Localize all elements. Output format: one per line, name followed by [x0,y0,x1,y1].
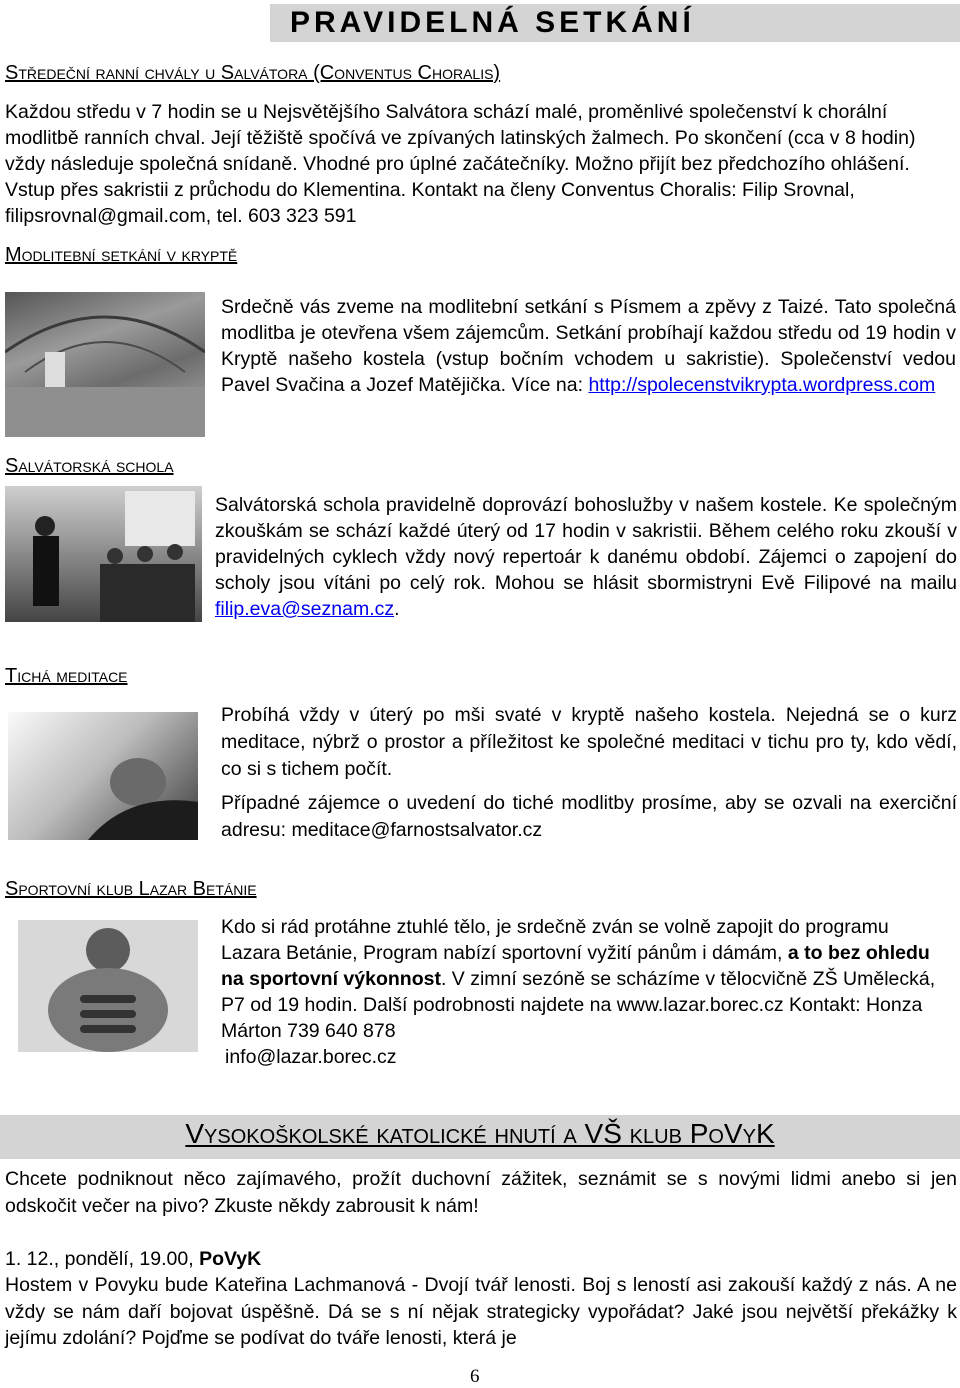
povyk-event-heading [5,1247,957,1272]
povyk-intro: Chcete podniknout něco zajímavého, prožít duchovní zážitek, seznámit se s novými lidmi anebo si jen odskočit večer na pivo? Zkuste někdy zabrousit k nám! [5,1168,957,1217]
section-text-lazar [221,914,941,1070]
krypta-text: Srdečně vás zveme na modlitební setkání s Písmem a zpěvy z Taizé. Tato společná modlitba je otevřena všem zájemcům. Setkání probíhají každou středu od 19 hodin v Kryptě našeho kostela (vstup bočním vchodem u sakristie). Společenství vedou Pavel Svačina a Jozef Matějička. Více na: [221,296,956,396]
meditation-photo [8,712,198,840]
lazar-text-b: . V zimní sezóně se scházíme v tělocvičně ZŠ Umělecká, P7 od 19 hodin. Další podrobnosti najdete na www.lazar.borec.cz Kontakt: Honza Márton 739 640 878 [221,968,936,1042]
krypta-link[interactable]: http://spolecenstvikrypta.wordpress.com [588,374,936,396]
page-title [270,4,960,42]
povyk-event-name: PoVyK [199,1248,262,1270]
lazar-email: info@lazar.borec.cz [225,1046,397,1068]
section-heading-meditace: Tichá meditace [5,665,128,687]
povyk-event-date: 1. 12., pondělí, 19.00, [5,1248,200,1270]
schola-link[interactable]: filip.eva@seznam.cz [215,598,395,620]
povyk-title: Vysokoškolské katolické hnutí a VŠ klub PoVyK [185,1118,775,1149]
povyk-event-text: Hostem v Povyku bude Kateřina Lachmanová - Dvojí tvář lenosti. Boj s leností asi zakouší každý z nás. A ne vždy se nám daří bojovat úspěšně. Dá se s ní nějak strategicky vypořádat? Jaké jsou největší překážky k jejímu zdolání? Pojďme se podívat do tváře lenosti, která je [5,1274,957,1349]
section-text-schola [215,492,957,622]
lazar-photo [18,920,198,1052]
page-number: 6 [470,1366,480,1387]
section-text-krypta [221,294,956,398]
section-heading-salvator: Středeční ranní chvály u Salvátora (Conventus Choralis) [5,62,501,84]
schola-photo [5,486,202,622]
section-heading-krypta: Modlitební setkání v kryptě [5,244,238,266]
crypt-photo [5,292,205,437]
section-heading-schola: Salvátorská schola [5,455,174,477]
page-title-text: PRAVIDELNÁ SETKÁNÍ [290,6,695,39]
schola-text: Salvátorská schola pravidelně doprovází bohoslužby v našem kostele. Ke společným zkouškám se schází každé úterý od 17 hodin v sakristii. Během celého roku zkouší v pravidelných cyklech vždy nový repertoár k danému období. Zájemci o zapojení do scholy jsou vítáni po celý rok. Mohou se hlásit sbormistryni Evě Filipové na mailu [215,494,957,594]
section-text-meditace-1: Probíhá vždy v úterý po mši svaté v kryptě našeho kostela. Nejedná se o kurz meditace, nýbrž o prostor a příležitost ke společné meditaci v tichu pro ty, kdo vědí, co si s tichem počít. [221,704,957,780]
schola-text-end: . [394,598,400,620]
section-text-salvator: Každou středu v 7 hodin se u Nejsvětějšího Salvátora schází malé, proměnlivé společenství k chorální modlitbě ranních chval. Její těžiště spočívá ve zpívaných latinských žalmech. Po skončení (cca v 8 hodin) vždy následuje společná snídaně. Vhodné pro úplné začátečníky. Možno přijít bez předchozího ohlášení. Vstup přes sakristii z průchodu do Klementina. Kontakt na členy Conventus Choralis: Filip Srovnal, filipsrovnal@gmail.com, tel. 603 323 591 [5,101,916,227]
lazar-text-bold: a to bez ohledu na sportovní výkonnost [221,942,930,990]
lazar-text-a: Kdo si rád protáhne ztuhlé tělo, je srdečně zván se volně zapojit do programu Lazara Betánie, Program nabízí sportovní vyžití pánům i dámám, [221,916,889,964]
section-text-meditace-2: Případné zájemce o uvedení do tiché modlitby prosíme, aby se ozvali na exerciční adresu: meditace@farnostsalvator.cz [221,792,957,841]
section-heading-lazar: Sportovní klub Lazar Betánie [5,878,257,900]
